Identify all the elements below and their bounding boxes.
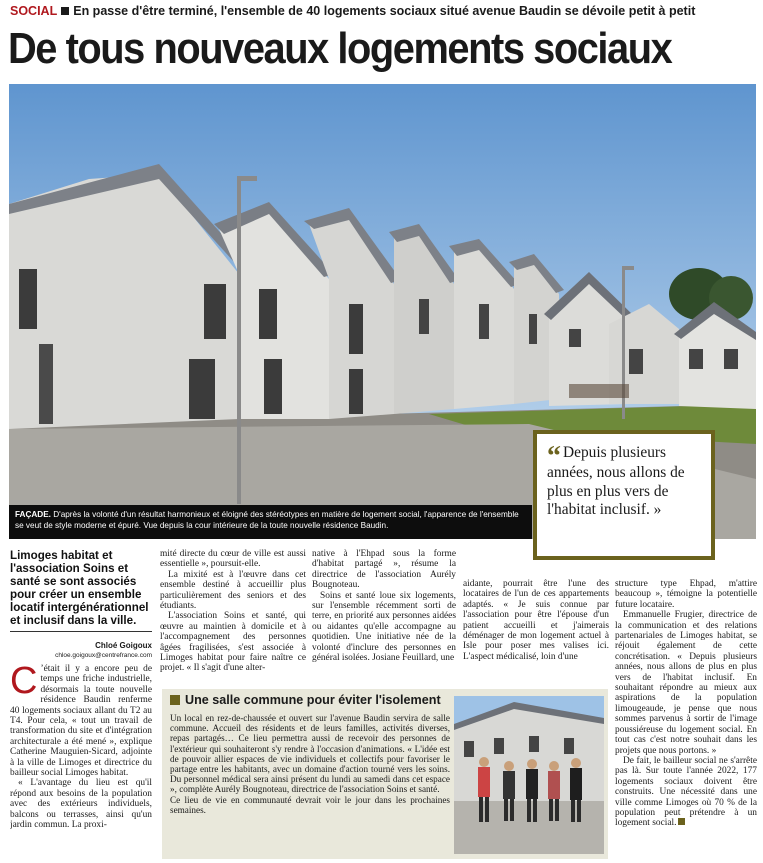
article-headline: De tous nouveaux logements sociaux xyxy=(8,24,672,73)
body-paragraph xyxy=(615,756,757,829)
body-paragraph: structure type Ehpad, m'attire beaucoup », témoigne la potentielle future locataire. xyxy=(615,579,757,610)
body-paragraph: La mixité est à l'œuvre dans cet ensemble destiné à accueillir plus particulièrement des seniors et des étudiants. xyxy=(160,569,306,612)
group-photo xyxy=(454,696,604,854)
body-column-2 xyxy=(160,549,306,677)
author-name: Chloé Goigoux xyxy=(95,641,152,650)
square-bullet-icon xyxy=(61,7,69,15)
square-bullet-icon xyxy=(170,695,180,705)
sidebar-box-title xyxy=(170,693,460,709)
section-label: SOCIAL xyxy=(10,4,58,18)
pull-quote xyxy=(533,430,715,560)
body-paragraph: mité directe du cœur de ville est aussi essentielle », poursuit-elle. xyxy=(160,549,306,570)
quote-mark-icon: “ xyxy=(547,441,561,472)
body-paragraph: ’était il y a encore peu de temps une friche industrielle, désormais la toute nouvelle résidence Baudin renferme 40 logements sociaux allant du T2 au T4. Pour cela, « tout un travail de transformation du site et d'intégration architecturale a été mené », explique Catherine Mauguien-Sicard, adjointe à la ville de Limoges et directrice du bailleur social Limoges habitat. xyxy=(10,664,152,779)
caption-label: FAÇADE. xyxy=(15,510,51,519)
drop-cap: C xyxy=(10,664,38,702)
body-paragraph: Soins et santé loue six logements, sur l'ensemble récemment sorti de terre, en priorité aux personnes aidées ou aidantes qu'elle accompagne au quotidien. Une initiative née de la volonté d'inclure des personnes en général isolées. Josiane Feuillard, une xyxy=(312,590,456,664)
body-paragraph-text: De fait, le bailleur social ne s'arrête pas là. Sur toute l'année 2022, 177 logements sociaux doivent être construits. Une nécessité dans une ville comme Limoges où 70 % de la population peut prétendre à un logement social. xyxy=(615,755,757,829)
article-lead: Limoges habitat et l'association Soins et santé se sont associés pour créer un ensemble locatif intergénérationnel et inclusif dans la ville. xyxy=(10,549,149,627)
body-paragraph: L'association Soins et santé, qui œuvre au maintien à domicile et à l'accompagnement des personnes âgées fragilisées, s'est associée à Limoges habitat pour faire naître ce projet. « Il s'agit d'une alter- xyxy=(160,611,306,674)
body-column-4 xyxy=(463,579,609,679)
sidebar-box xyxy=(162,689,608,859)
end-mark-icon xyxy=(678,818,685,825)
body-column-1 xyxy=(10,664,152,854)
body-paragraph: aidante, pourrait être l'une des locataires de l'un de ces appartements adaptés. « Je suis connue par l'association pour être l'épouse d'un patient accueilli et j'aimerais déménager de mon logement actuel à Isle pour poser mes valises ici. L'aspect médicalisé, loin d'une xyxy=(463,579,609,662)
body-paragraph: native à l'Ehpad sous la forme d'habitat partagé », résume la directrice de l'association Aurély Bougnoteau. xyxy=(312,549,456,591)
author-divider xyxy=(10,631,152,632)
author-email[interactable]: chloe.goigoux@centrefrance.com xyxy=(55,652,152,659)
sidebar-box-text xyxy=(170,713,450,853)
group-photo-illustration xyxy=(454,696,604,854)
caption-text: D'après la volonté d'un résultat harmonieux et éloigné des stéréotypes en matière de logement social, l'apparence de l'ensemble se veut de style moderne et épuré. Vue depuis la cour intérieure de la toute nouvelle résidence Baudin. xyxy=(15,510,519,530)
sidebar-box-paragraph: Ce lieu de vie en communauté devrait voir le jour dans les prochaines semaines. xyxy=(170,794,450,815)
sidebar-box-title-text: Une salle commune pour éviter l'isolement xyxy=(185,693,441,707)
body-column-5 xyxy=(615,579,757,857)
body-paragraph: Emmanuelle Frugier, directrice de la communication et des relations partenariales de Limoges habitat, se réjouit également de cette concrétisation. « Depuis plusieurs années, nous allons de plus en plus vers de l'habitat inclusif. En souhaitant répondre au mieux aux aspirations de la population limougeaude, je pense que nous sommes parvenus à sortir de l'image poussiéreuse du logement social. En tout cas c'est notre souhait dans les projets que nous portons. » xyxy=(615,610,757,756)
photo-caption xyxy=(9,505,532,539)
sidebar-box-paragraph: Un local en rez-de-chaussée et ouvert sur l'avenue Baudin servira de salle commune. Accueil des résidents et de leurs familles, activités diverses, repas partagés… Ce lieu permettra aussi de recevoir des personnes de l'extérieur qui souhaiteront s'y rendre à l'occasion d'animations. « L'idée est de pouvoir allier espaces de vie individuels et collectifs pour favoriser le partage entre les habitants, avec un domaine d'action tourné vers les soins. Du personnel médical sera ainsi présent du lundi au samedi dans cet espace », complète Aurély Bougnoteau, directrice de l'association Soins et santé. xyxy=(170,713,450,795)
pull-quote-text: Depuis plusieurs années, nous allons de plus en plus vers de l'habitat inclusif. » xyxy=(547,444,685,519)
body-column-3 xyxy=(312,549,456,677)
article-kicker xyxy=(10,4,755,22)
body-paragraph: « L'avantage du lieu est qu'il répond aux besoins de la population avec des extérieurs individuels, balcons ou terrasses, ainsi qu'un jardin commun. La proxi- xyxy=(10,778,152,831)
article-subtitle: En passe d'être terminé, l'ensemble de 40 logements sociaux situé avenue Baudin se dévoile petit à petit xyxy=(73,4,696,18)
